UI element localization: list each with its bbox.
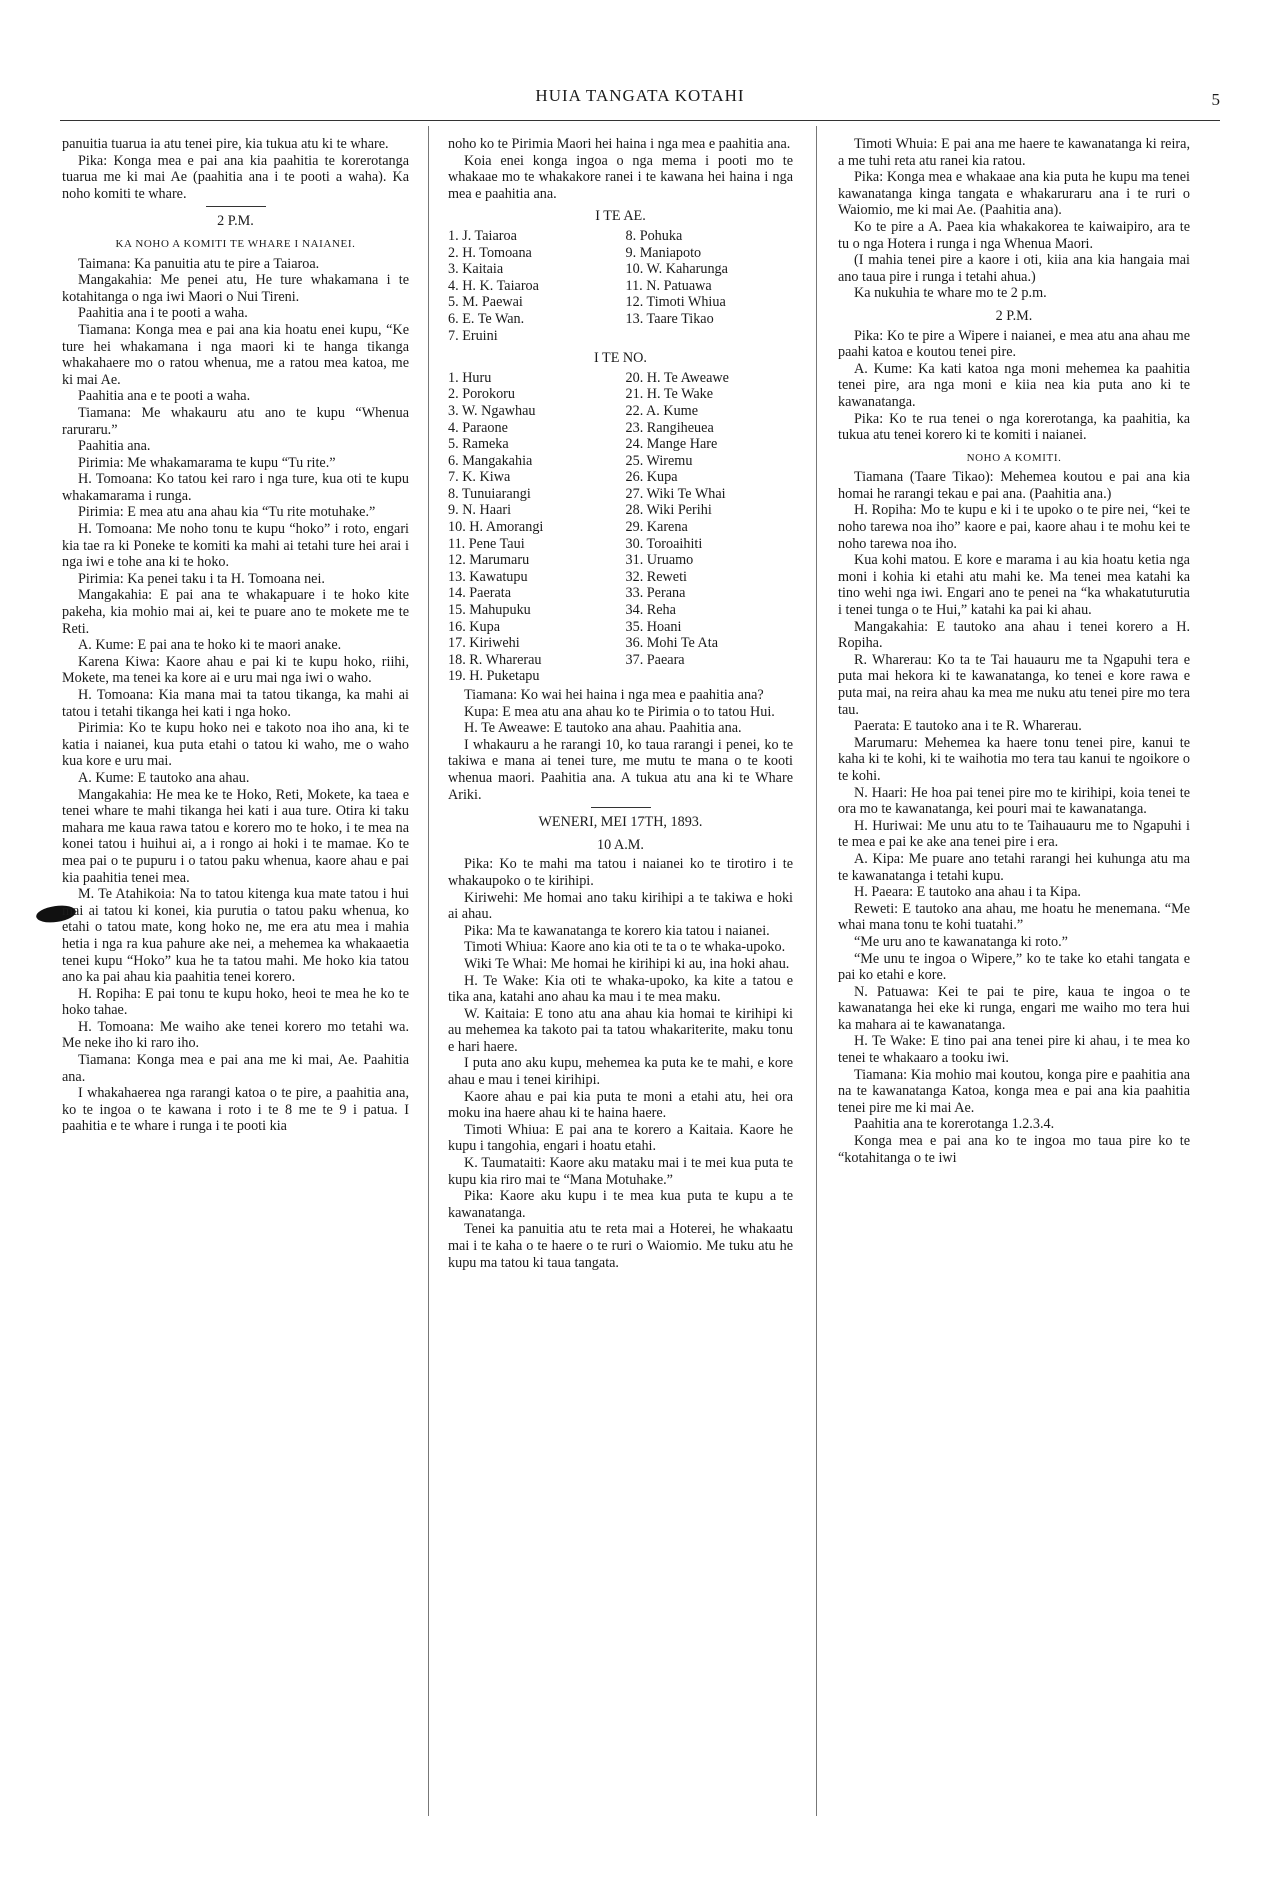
aye-voter: 13. Taare Tikao <box>625 310 714 327</box>
paragraph: Pika: Kaore aku kupu i te mea kua puta te kupu a te kawanatanga. <box>448 1188 793 1221</box>
paragraph: Karena Kiwa: Kaore ahau e pai ki te kupu hoko, riihi, Mokete, ma tenei ka kore ai e uru mai nga iwi o waho. <box>62 653 409 687</box>
paragraph: A. Kume: E pai ana te hoko ki te maori anake. <box>78 637 342 654</box>
aye-voter: 4. H. K. Taiaroa <box>448 277 539 294</box>
no-voter: 11. Pene Taui <box>448 535 525 552</box>
aye-voter: 9. Maniapoto <box>625 244 702 261</box>
paragraph: Kaore ahau e pai kia puta te moni a etahi atu, hei ora moku ina haere ahau ki te haina haere. <box>448 1088 793 1122</box>
noes-list <box>448 370 793 685</box>
paragraph: W. Kaitaia: E tono atu ana ahau kia homai te kirihipi ki au mehemea ka takoto pai ta tatou whakariterite, maku tonu e hari haere. <box>448 1005 793 1055</box>
paragraph: Mangakahia: He mea ke te Hoko, Reti, Mokete, ka taea e tenei whare te mahi tikanga hei kati i aua ture. Otira ki taku mahara me kaua rawa tatou e korero mo te hoko, i te mea na konei tatou i huihui ai, a i rongo ai hoki i te mamae. Ko te mea pai o te pupuru i o tatou paku whenua, kaore ahau e pai kia paahitia tenei mea. <box>62 786 409 886</box>
aye-voter: 11. N. Patuawa <box>625 277 712 294</box>
paragraph: I puta ano aku kupu, mehemea ka puta ke te mahi, e kore ahau e mau i tenei kirihipi. <box>448 1055 793 1089</box>
no-voter: 15. Mahupuku <box>448 602 531 619</box>
paragraph: M. Te Atahikoia: Na to tatou kitenga kua mate tatou i hui mai ai tatou ki konei, kia purutia o tatou paku whenua, ko etahi o tatou mate, kong hoko ne, me era atu mea i mahia hetia i nga ra kua pahure ake nei, a mehemea ka whakaaetia tenei kupu “Hoko” kua he ta tatou mahi. Me hoko kia tatou ano ka pai ahau kia paahitia tenei korero. <box>62 886 409 986</box>
column-divider <box>816 126 817 1816</box>
section-separator <box>591 807 651 808</box>
section-separator <box>206 206 266 207</box>
no-voter: 19. H. Puketapu <box>448 668 540 685</box>
no-voter: 24. Mange Hare <box>625 436 718 453</box>
aye-voter <box>626 328 794 345</box>
paragraph: H. Huriwai: Me unu atu to te Taihauauru me to Ngapuhi i te mea e pai ke ake ana tenei pire i era. <box>838 817 1190 851</box>
no-voter: 2. Porokoru <box>448 386 515 403</box>
no-voter: 12. Marumaru <box>448 552 530 569</box>
paragraph: Kupa: E mea atu ana ahau ko te Pirimia o to tatou Hui. <box>464 703 775 720</box>
time-heading: 2 P.M. <box>995 307 1033 324</box>
page-title: HUIA TANGATA KOTAHI <box>535 86 745 105</box>
paragraph: N. Haari: He hoa pai tenei pire mo te kirihipi, koia tenei te ora mo te kawanatanga, kei pouri mai te kawanatanga. <box>838 784 1190 818</box>
aye-voter: 1. J. Taiaroa <box>448 227 517 244</box>
masthead <box>60 86 1220 116</box>
paragraph: Timoti Whiua: E pai ana te korero a Kaitaia. Kaore he kupu i tangohia, engari i hoatu etahi. <box>448 1121 793 1155</box>
paragraph: Pirimia: E mea atu ana ahau kia “Tu rite motuhake.” <box>78 504 376 521</box>
section-heading: KA NOHO A KOMITI TE WHARE I NAIANEI. <box>115 237 356 250</box>
date-heading: WENERI, MEI 17TH, 1893. <box>538 814 703 831</box>
no-voter: 36. Mohi Te Ata <box>625 635 719 652</box>
column-divider <box>428 126 429 1816</box>
paragraph: Reweti: E tautoko ana ahau, me hoatu he menemana. “Me whai mana tonu te kohi tuatahi.” <box>838 900 1190 934</box>
no-voter: 25. Wiremu <box>625 452 693 469</box>
no-voter: 3. W. Ngawhau <box>448 402 536 419</box>
paragraph: Pirimia: Ko te kupu hoko nei e takoto noa iho ana, ki te katia i naianei, kua puta etahi o tatou ki waho, me o waho kua kore e uru mai. <box>62 720 409 770</box>
no-voter: 7. K. Kiwa <box>448 469 511 486</box>
no-voter: 5. Rameka <box>448 436 509 453</box>
aye-voter: 5. M. Paewai <box>448 294 523 311</box>
paragraph: noho ko te Pirimia Maori hei haina i nga mea e paahitia ana. <box>448 136 791 152</box>
no-voter: 33. Perana <box>625 585 686 602</box>
paragraph: N. Patuawa: Kei te pai te pire, kaua te ingoa o te kawanatanga hei eke ki runga, engari me waiho mo tera hui ka mahara ai te kawanatanga. <box>838 983 1190 1033</box>
paragraph: Paahitia ana te korerotanga 1.2.3.4. <box>854 1116 1055 1133</box>
header-rule <box>60 120 1220 121</box>
paragraph: Marumaru: Mehemea ka haere tonu tenei pire, kanui te kaha ki te kohi, ki te waihotia mo tera tau kanui te ngoikore o te kohi. <box>838 734 1190 784</box>
time-heading: 2 P.M. <box>217 213 254 230</box>
paragraph: (I mahia tenei pire a kaore i oti, kiia ana kia hangaia mai ano taua pire i runga i tetahi ahua.) <box>838 252 1190 285</box>
no-voter: 18. R. Wharerau <box>448 651 542 668</box>
no-voter: 10. H. Amorangi <box>448 519 544 536</box>
paragraph: Pirimia: Me whakamarama te kupu “Tu rite.” <box>78 454 336 471</box>
paragraph: “Me unu te ingoa o Wipere,” ko te take ko etahi tangata e pai ko etahi e kore. <box>838 950 1190 984</box>
paragraph: I whakahaerea nga rarangi katoa o te pire, a paahitia ana, ko te ingoa o te kawana i roto i te 8 me te 9 i patua. I paahitia e te whare i runga i te pooti kia <box>62 1085 409 1135</box>
paragraph: H. Tomoana: Me noho tonu te kupu “hoko” i roto, engari kia tae ra ki Poneke te komiti ka mahi ai tetahi ture hei arai i nga iwi e tohe ana ki te hoko. <box>62 521 409 571</box>
no-voter: 21. H. Te Wake <box>625 386 714 403</box>
paragraph: Pika: Ko te rua tenei o nga korerotanga, ka paahitia, ka tukua atu tenei korero ki te komiti i naianei. <box>838 410 1190 444</box>
paragraph: Ko te pire a A. Paea kia whakakorea te kaiwaipiro, ara te tu o nga Hotera i runga i nga Whenua Maori. <box>838 218 1190 252</box>
no-voter: 9. N. Haari <box>448 502 512 519</box>
paragraph: Wiki Te Whai: Me homai he kirihipi ki au, ina hoki ahau. <box>464 955 790 972</box>
paragraph: Paahitia ana i te pooti a waha. <box>78 305 248 322</box>
paragraph: Paerata: E tautoko ana i te R. Wharerau. <box>854 718 1082 735</box>
ayes-heading: I TE AE. <box>595 208 646 225</box>
paragraph: R. Wharerau: Ko ta te Tai hauauru me ta Ngapuhi tera e puta mai hekora ki te kawanatanga, ko tenei e kore rawa e puta mai, na reira ahau ka mea me nuku atu tenei pire mo tera tau. <box>838 651 1190 718</box>
paragraph: Mangakahia: E tautoko ana ahau i tenei korero a H. Ropiha. <box>838 618 1190 652</box>
aye-voter: 6. E. Te Wan. <box>448 310 525 327</box>
aye-voter: 7. Eruini <box>448 327 498 344</box>
paragraph: Tiamana: Konga mea e pai ana me ki mai, Ae. Paahitia ana. <box>62 1052 409 1085</box>
aye-voter: 12. Timoti Whiua <box>625 294 726 311</box>
no-voter: 37. Paeara <box>625 651 685 668</box>
ayes-list <box>448 228 793 344</box>
aye-voter: 8. Pohuka <box>625 227 683 244</box>
no-voter: 29. Karena <box>625 519 688 536</box>
paragraph: panuitia tuarua ia atu tenei pire, kia tukua atu ki te whare. <box>62 136 389 152</box>
paragraph: K. Taumataiti: Kaore aku mataku mai i te mei kua puta te kupu kia riro mai te “Mana Motuhake.” <box>448 1155 793 1188</box>
paragraph: H. Tomoana: Me waiho ake tenei korero mo tetahi wa. Me neke iho ki raro iho. <box>62 1018 409 1052</box>
paragraph: Mangakahia: E pai ana te whakapuare i te hoko kite pakeha, kia mohio mai ai, kei te puare ano te mokete me te Reti. <box>62 587 409 637</box>
no-voter: 8. Tunuiarangi <box>448 485 531 502</box>
aye-voter: 10. W. Kaharunga <box>625 261 728 278</box>
no-voter: 34. Reha <box>625 602 676 619</box>
no-voter: 13. Kawatupu <box>448 568 528 585</box>
page-number: 5 <box>1211 90 1220 109</box>
paragraph: H. Ropiha: E pai tonu te kupu hoko, heoi te mea he ko te hoko tahae. <box>62 985 409 1019</box>
no-voter: 16. Kupa <box>448 618 501 635</box>
paragraph: Kiriwehi: Me homai ano taku kirihipi a te takiwa e hoki ai ahau. <box>448 889 793 923</box>
paragraph: Pika: Konga mea e whakaae ana kia puta he kupu ma tenei kawanatanga kinga tangata e whakaruraru ana i te ruri o Waiomio, me ki mai Ae. (Paahitia ana). <box>838 169 1190 219</box>
no-voter: 23. Rangiheuea <box>625 419 714 436</box>
paragraph: Pika: Konga mea e pai ana kia paahitia te korerotanga tuarua me ki mai Ae (paahitia ana i te pooti a waha). Ka noho komiti te whare. <box>62 152 409 202</box>
paragraph: Konga mea e pai ana ko te ingoa mo taua pire ko te “kotahitanga o te iwi <box>838 1133 1190 1166</box>
no-voter: 32. Reweti <box>625 568 687 585</box>
no-voter <box>626 668 794 685</box>
paragraph: A. Kume: E tautoko ana ahau. <box>78 769 250 786</box>
paragraph: Pika: Ma te kawanatanga te korero kia tatou i naianei. <box>464 922 770 939</box>
paragraph: Tiamana (Taare Tikao): Mehemea koutou e pai ana kia homai he rarangi tekau e pai ana. (Paahitia ana.) <box>838 469 1190 502</box>
paragraph: H. Te Wake: E tino pai ana tenei pire ki ahau, i te mea ko tenei te whakaaro a tooku iwi. <box>838 1033 1190 1067</box>
paragraph: H. Ropiha: Mo te kupu e ki i te upoko o te pire nei, “kei te noho tarewa noa iho” kaore e pai, kaore ahau i te mohu kei te noho tarewa noa iho. <box>838 502 1190 552</box>
paragraph: Tiamana: Me whakauru atu ano te kupu “Whenua raruraru.” <box>62 404 409 438</box>
paragraph: Taimana: Ka panuitia atu te pire a Taiaroa. <box>78 255 320 272</box>
paragraph: H. Paeara: E tautoko ana ahau i ta Kipa. <box>854 884 1081 901</box>
paragraph: Paahitia ana. <box>78 438 151 455</box>
column-2 <box>448 136 793 1271</box>
no-voter: 35. Hoani <box>625 618 682 635</box>
no-voter: 17. Kiriwehi <box>448 635 520 652</box>
paragraph: Pika: Ko te pire a Wipere i naianei, e mea atu ana ahau me paahi katoa e koutou tenei pire. <box>838 327 1190 361</box>
no-voter: 4. Paraone <box>448 419 508 436</box>
column-3 <box>838 136 1190 1166</box>
paragraph: I whakauru a he rarangi 10, ko taua rarangi i penei, ko te takiwa e mana ai tenei ture, me mutu te mana o te kooti whenua maori. Paahitia ana. A tukua atu ana ki te Whare Ariki. <box>448 736 793 803</box>
paragraph: Pika: Ko te mahi ma tatou i naianei ko te tirotiro i te whakaupoko o te kirihipi. <box>448 856 793 889</box>
paragraph: A. Kume: Ka kati katoa nga moni mehemea ka paahitia tenei pire, ara nga moni e kiia nea kia puta ano ki te kawanatanga. <box>838 360 1190 410</box>
paragraph: A. Kipa: Me puare ano tetahi rarangi hei kuhunga atu ma te kawanatanga i tetahi kupu. <box>838 850 1190 884</box>
paragraph: H. Te Wake: Kia oti te whaka-upoko, ka kite a tatou e tika ana, katahi ano ahau ka mau i te mea maku. <box>448 972 793 1006</box>
paragraph: Tiamana: Ko wai hei haina i nga mea e paahitia ana? <box>464 687 764 703</box>
no-voter: 31. Uruamo <box>625 552 694 569</box>
no-voter: 14. Paerata <box>448 585 512 602</box>
paragraph: Paahitia ana e te pooti a waha. <box>78 388 251 405</box>
paragraph: H. Tomoana: Ko tatou kei raro i nga ture, kua oti te kupu whakamarama i runga. <box>62 471 409 504</box>
no-voter: 22. A. Kume <box>625 402 699 419</box>
paragraph: Mangakahia: Me penei atu, He ture whakamana i te kotahitanga o nga iwi Maori o Nui Tireni. <box>62 272 409 305</box>
column-1 <box>62 136 409 1135</box>
paragraph: Kua kohi matou. E kore e marama i au kia hoatu ketia nga moni i kohia ki etahi atu mahi ke. Ma tenei mea katahi ka tino wehi nga iwi. Engari ano te penei na “ka whakatuturutia i tenei tunga o te Hui,” katahi ka pai ki ahau. <box>838 552 1190 619</box>
no-voter: 1. Huru <box>448 369 492 386</box>
no-voter: 27. Wiki Te Whai <box>625 485 726 502</box>
paragraph: Tiamana: Konga mea e pai ana kia hoatu enei kupu, “Ke ture hei whakamana i nga maori ki te hanga tikanga whakahaere mo o ratou whenua, me a ratou mea katoa, me ki mai Ae. <box>62 321 409 388</box>
section-heading: NOHO A KOMITI. <box>966 451 1062 464</box>
paragraph: Koia enei konga ingoa o nga mema i pooti mo te whakaae mo te whakakore ranei i te kawana hei haina i nga mea e paahitia ana. <box>448 152 793 202</box>
no-voter: 26. Kupa <box>625 469 678 486</box>
noes-heading: I TE NO. <box>594 350 647 367</box>
paragraph: Timoti Whuia: E pai ana me haere te kawanatanga ki reira, a me tuhi reta atu ranei kia ratou. <box>838 136 1190 169</box>
paragraph: Timoti Whiua: Kaore ano kia oti te ta o te whaka-upoko. <box>464 939 786 956</box>
no-voter: 28. Wiki Perihi <box>625 502 712 519</box>
paragraph: Pirimia: Ka penei taku i ta H. Tomoana nei. <box>78 570 325 587</box>
no-voter: 20. H. Te Aweawe <box>625 369 729 386</box>
paragraph: H. Te Aweawe: E tautoko ana ahau. Paahitia ana. <box>464 720 742 737</box>
paragraph: Tenei ka panuitia atu te reta mai a Hoterei, he whakaatu mai i te kaha o te haere o te ruri o Waiomio. Me tuku atu he kupu ma tatou ki taua tangata. <box>448 1221 793 1271</box>
paragraph: Ka nukuhia te whare mo te 2 p.m. <box>854 285 1047 302</box>
time-heading: 10 A.M. <box>597 836 644 853</box>
paragraph: H. Tomoana: Kia mana mai ta tatou tikanga, ka mahi ai tatou i tetahi tikanga hei kati i nga hoko. <box>62 687 409 720</box>
aye-voter: 3. Kaitaia <box>448 261 504 278</box>
no-voter: 30. Toroaihiti <box>625 535 703 552</box>
aye-voter: 2. H. Tomoana <box>448 244 532 261</box>
paragraph: “Me uru ano te kawanatanga ki roto.” <box>854 933 1068 950</box>
no-voter: 6. Mangakahia <box>448 452 533 469</box>
paragraph: Tiamana: Kia mohio mai koutou, konga pire e paahitia ana na te kawanatanga Katoa, konga mea e pai ana kia paahitia tenei pire me ki mai Ae. <box>838 1066 1190 1116</box>
